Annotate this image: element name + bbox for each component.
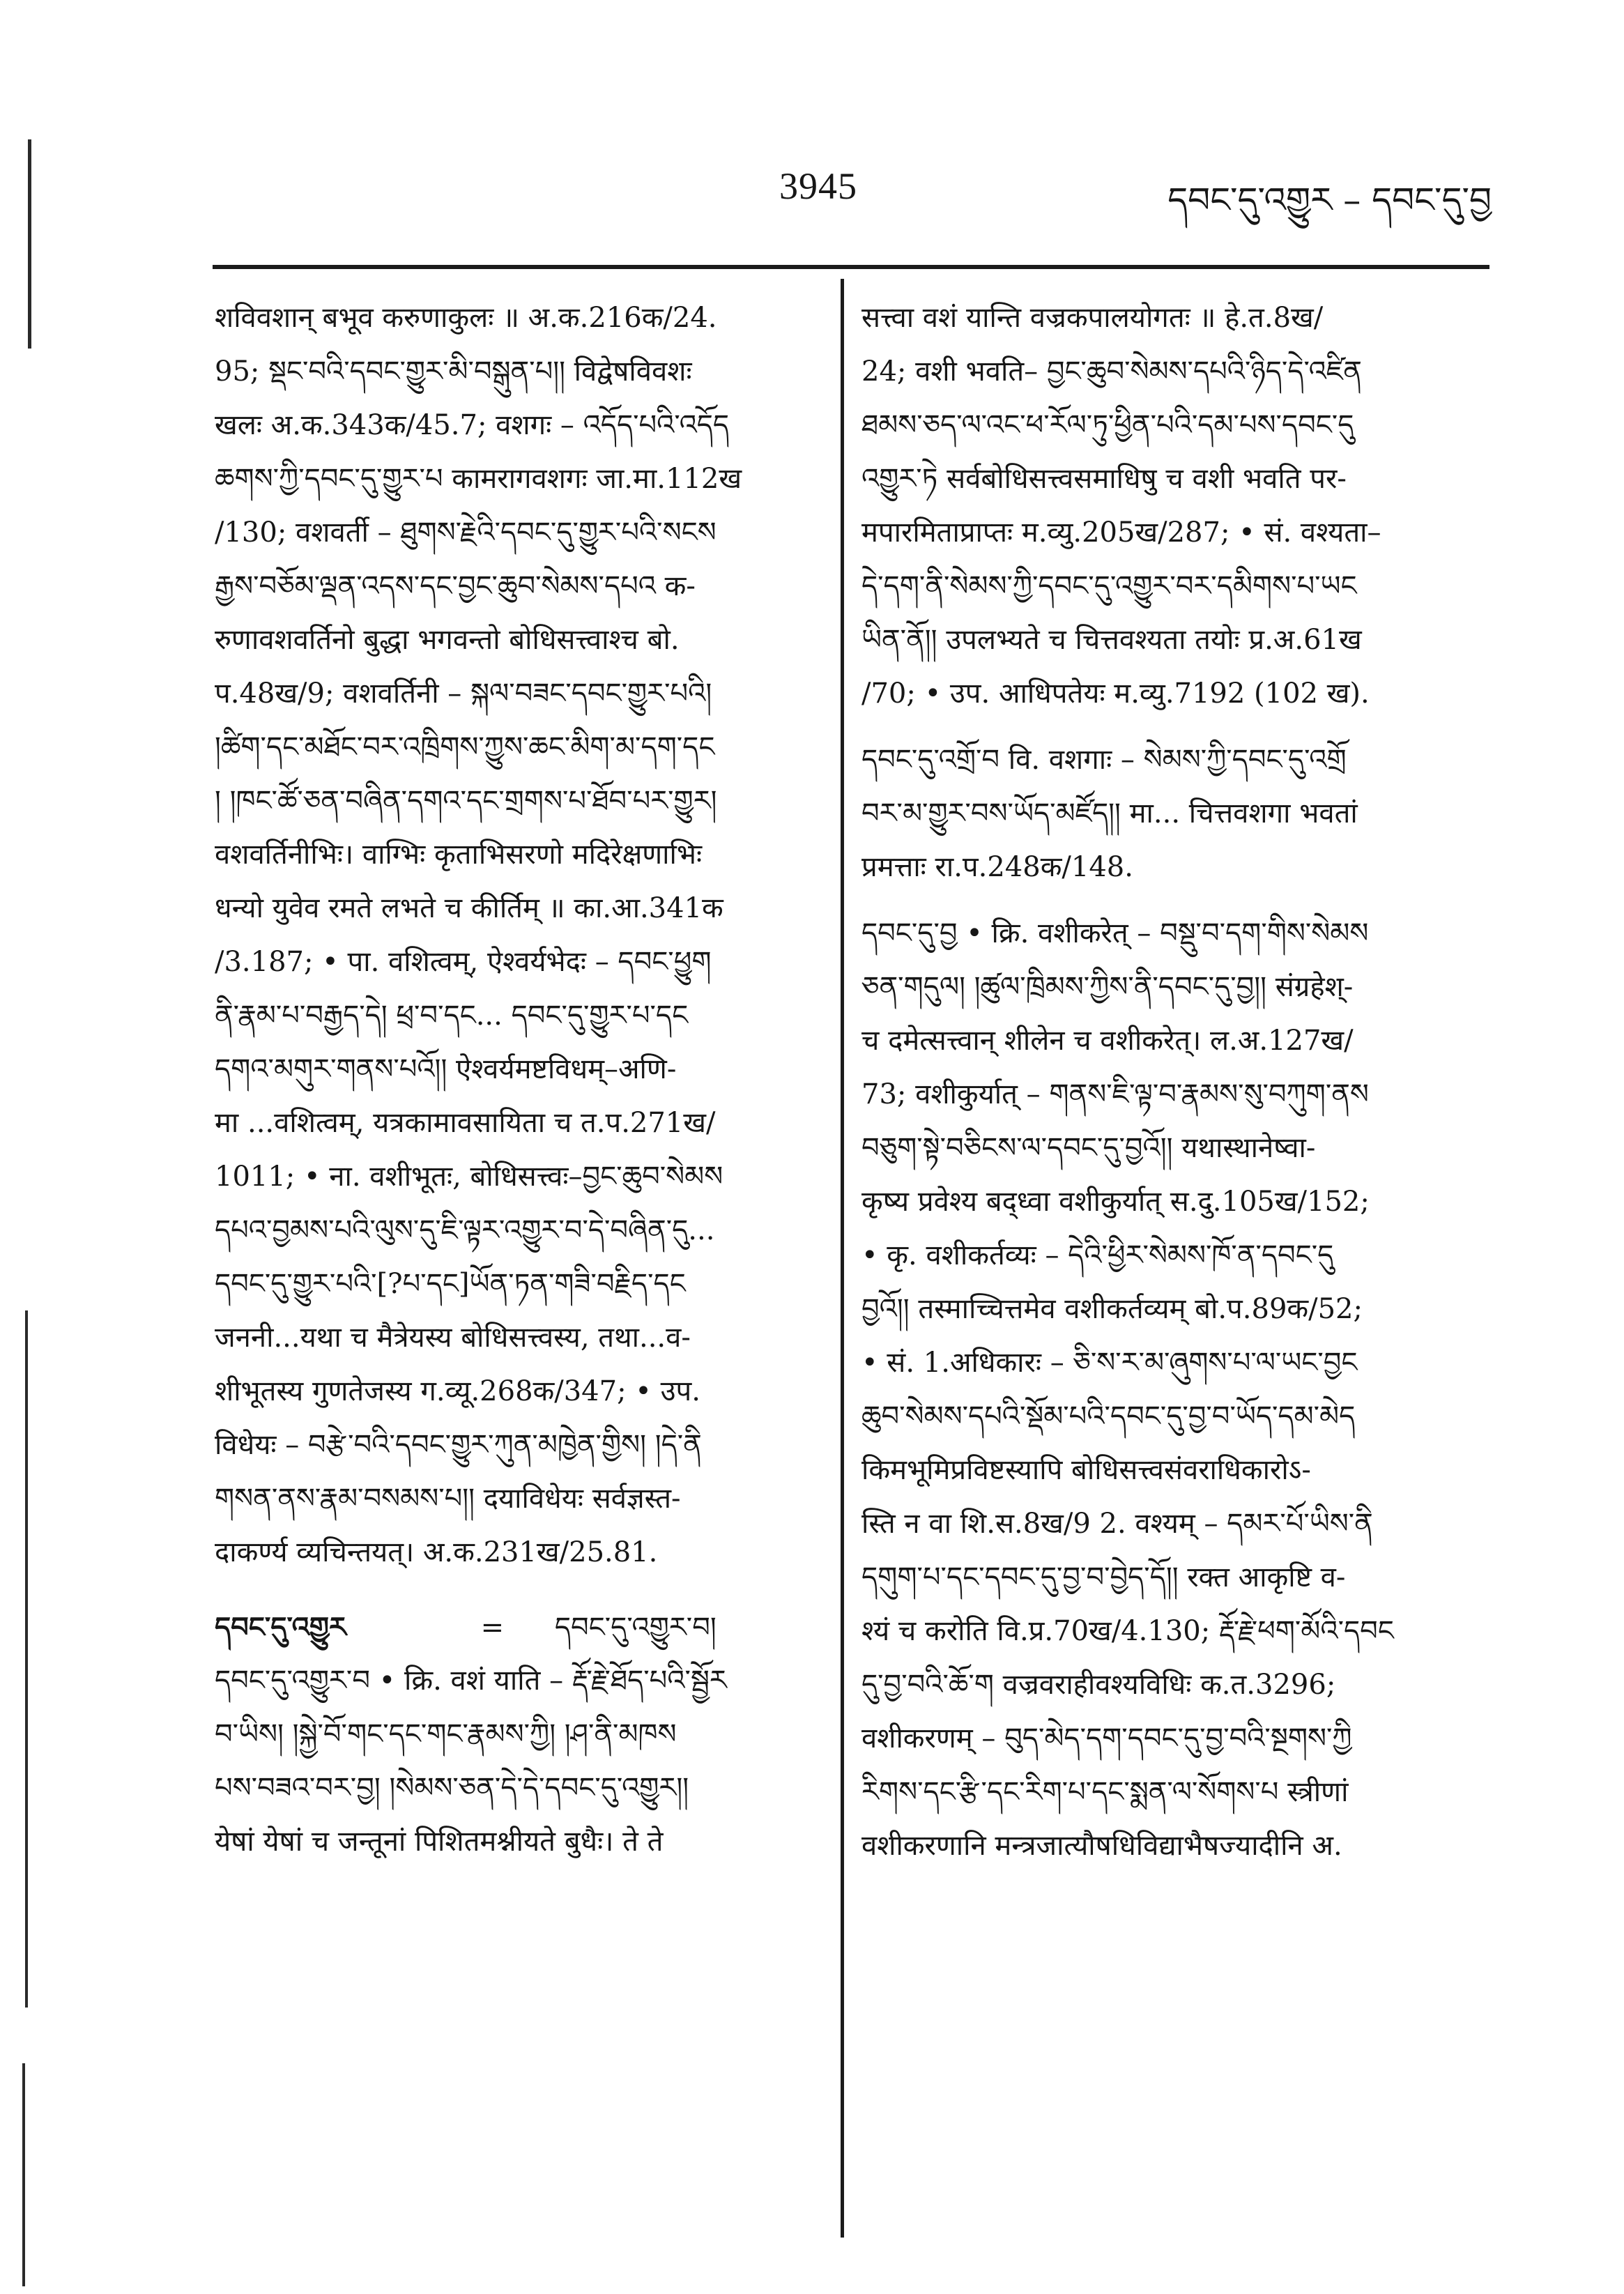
text-line: །ཚིག་དང་མཐོང་བར་འཁྲིགས་ཀྱུས་ཆང་མིག་མ་དག་དང [215, 731, 715, 763]
text-line: शीभूतस्य गुणतेजस्य ग.व्यू.268क/347; • उप. [215, 1375, 700, 1407]
scan-edge-mark [28, 139, 31, 349]
text-line: ། །ཁང་ཚོ་ཅན་བཞིན་དགའ་དང་གྲགས་པ་ཐོབ་པར་གྱུར། [215, 785, 717, 817]
text-line: དཔའ་བྱམས་པའི་ལུས་དུ་ཇི་ལྟར་འགྱུར་བ་དེ་བཞིན་དུ... [215, 1214, 715, 1246]
text-line: བར་མ་གྱུར་བས་ཡོད་མཛོད།། मा... चित्तवशगा भवतां [861, 797, 1358, 829]
text-line: कृष्य प्रवेश्य बद्ध्वा वशीकुर्यात् स.दु.105ख/152; [861, 1186, 1370, 1218]
scan-edge-mark [25, 1310, 28, 2008]
text-line: འགྱུར་ཏེ सर्वबोधिसत्त्वसमाधिषु च वशी भवति पर- [861, 463, 1347, 495]
text-line: /130; वशवर्ती – ཐུགས་རྗེའི་དབང་དུ་གྱུར་པའི་སངས [215, 517, 717, 549]
text-line: वशीकरणानि मन्त्रजात्यौषधिविद्याभैषज्यादीनि अ. [861, 1830, 1342, 1862]
left-column [215, 291, 821, 1869]
text-line: दाकर्ण्य व्यचिन्तयत्। अ.क.231ख/25.81. [215, 1536, 658, 1568]
text-line: शविवशान् बभूव करुणाकुलः ॥ अ.क.216क/24. [215, 302, 717, 334]
text-line: /3.187; • पा. वशित्वम्, ऐश्वर्यभेदः – དབང་ཕྱུག [215, 946, 712, 978]
text-line: खलः अ.क.343क/45.7; वशगः – འདོད་པའི་འདོད [215, 409, 730, 441]
page-number: 3945 [779, 165, 857, 207]
text-line: དབང་དུ་འགྱུར་བ • क्रि. वशं याति – རྡོ་རྗེ་ཐོད་པའི་སྦྱོར [215, 1665, 727, 1697]
text-line: དབང་དུ་གྱུར་པའི་[?པ་དང]ཡོན་ཏན་གཟི་བརྗིད་དང [215, 1268, 686, 1300]
running-head: དབང་དུ་འགྱུར – དབང་དུ་བྱ [1167, 180, 1492, 220]
entry-headline: དབང་དུ་འགྲོ་བ वि. वशगाः – སེམས་ཀྱི་དབང་དུ་འགྲོ [861, 744, 1347, 776]
text-line: श्यं च करोति वि.प्र.70ख/4.130; རྡོ་རྗེ་ཕག་མོའི་དབང [861, 1615, 1394, 1647]
text-line: जननी...यथा च मैत्रेयस्य बोधिसत्त्वस्य, तथा...व- [215, 1322, 691, 1354]
text-line: དུ་བྱ་བའི་ཆོ་ག वज्रवराहीवश्यविधिः क.त.3296; [861, 1669, 1336, 1701]
text-line: 24; वशी भवति– བྱང་ཆུབ་སེམས་དཔའི་ཉིད་དེ་འཛིན [861, 355, 1362, 388]
entry-gap [861, 721, 1489, 733]
text-line: /70; • उप. आधिपतेयः म.व्यु.7192 (102 ख). [861, 678, 1370, 710]
equals-sign: = [480, 1612, 505, 1644]
text-line: विधेयः – བརྩེ་བའི་དབང་གྱུར་ཀུན་མཁྱེན་གྱིས། །དེ་ནི [215, 1429, 702, 1461]
text-line: धन्यो युवेव रमते लभते च कीर्तिम् ॥ का.आ.341क [215, 892, 723, 924]
text-line: • सं. 1.अधिकारः – ཅི་ས་ར་མ་ཞུགས་པ་ལ་ཡང་བྱང [861, 1347, 1358, 1379]
text-line: स्ति न वा शि.स.8ख/9 2. वश्यम् – དམར་པོ་ཡིས་ནི [861, 1508, 1373, 1540]
text-line: གསན་ནས་རྣམ་བསམས་པ།། दयाविधेयः सर्वज्ञस्त- [215, 1483, 681, 1515]
text-line: པས་བཟའ་བར་བྱ། །སེམས་ཅན་དེ་དེ་དབང་དུ་འགྱུར།། [215, 1772, 689, 1804]
entry-gap [861, 894, 1489, 907]
text-line: དེ་དག་ནི་སེམས་ཀྱི་དབང་དུ་འགྱུར་བར་དམིགས་པ་ཡང [861, 570, 1357, 602]
text-line: ཆུབ་སེམས་དཔའི་སྡོམ་པའི་དབང་དུ་བྱ་བ་ཡོད་དམ་མེད [861, 1400, 1356, 1432]
text-line: 1011; • ना. वशीभूतः, बोधिसत्त्वः–བྱང་ཆུབ་སེམས [215, 1161, 723, 1193]
text-line: བྱའོ།། तस्माच्चित्तमेव वशीकर्तव्यम् बो.प.89क/52; [861, 1293, 1363, 1325]
text-line: सत्त्वा वशं यान्ति वज्रकपालयोगतः ॥ हे.त.8ख/ [861, 302, 1324, 334]
text-line: དགུག་པ་དང་དབང་དུ་བྱ་བ་བྱེད་དོ།། रक्त आकृष्टि व- [861, 1561, 1346, 1593]
text-line: ཅན་གདུལ། །ཚུལ་ཁྲིམས་ཀྱིས་ནི་དབང་དུ་བྱ།། संग्रहेश्- [861, 971, 1354, 1003]
text-line: किमभूमिप्रविष्टस्यापि बोधिसत्त्वसंवराधिकारोऽ- [861, 1454, 1311, 1486]
text-line: བ་ཡིས། །སྐྱེ་བོ་གང་དང་གང་རྣམས་ཀྱི། །ཤ་ནི་མཁས [215, 1718, 677, 1750]
entry-gap [215, 1580, 821, 1600]
cross-reference-line [215, 1600, 821, 1654]
right-column [861, 291, 1489, 1873]
text-line: དགའ་མགུར་གནས་པའོ།། ऐश्वर्यमष्टविधम्–अणि- [215, 1053, 677, 1085]
entry-headline: དབང་དུ་བྱ • क्रि. वशीकरेत् – བསྡུ་བ་དག་གིས་སེམས [861, 917, 1369, 949]
text-line: प्रमत्ताः रा.प.248क/148. [861, 851, 1133, 883]
text-line: च दमेत्सत्त्वान् शीलेन च वशीकरेत्। ल.अ.127ख/ [861, 1025, 1354, 1057]
text-line: प.48ख/9; वशवर्तिनी – སྐལ་བཟང་དབང་གྱུར་པའི། [215, 678, 712, 710]
text-line: मपारमिताप्राप्तः म.व्यु.205ख/287; • सं. वश्यता– [861, 517, 1381, 549]
text-line: བཅུག་སྟེ་བཅིངས་ལ་དབང་དུ་བྱའོ།། यथास्थानेष्वा- [861, 1132, 1316, 1164]
text-line: मा ...वशित्वम्, यत्रकामावसायिता च त.प.271ख/ [215, 1107, 716, 1139]
text-line: वशीकरणम् – བུད་མེད་དག་དབང་དུ་བྱ་བའི་སྔགས་ཀྱི [861, 1722, 1352, 1754]
text-line: रुणावशवर्तिनो बुद्धा भगवन्तो बोधिसत्त्वाश्च बो. [215, 624, 680, 656]
header-rule [213, 265, 1489, 269]
scan-edge-mark [22, 2063, 25, 2286]
headword: དབང་དུ་འགྱུར [215, 1611, 346, 1644]
column-divider [841, 279, 844, 2238]
text-line: वशवर्तिनीभिः। वाग्भिः कृताभिसरणो मदिरेक्षणाभिः [215, 839, 703, 871]
text-line: 73; वशीकुर्यात् – གནས་ཇི་ལྟ་བ་རྣམས་སུ་བཀུག་ནས [861, 1078, 1369, 1110]
text-line: ཐམས་ཅད་ལ་འང་ཕ་རོལ་ཏུ་ཕྱིན་པའི་དམ་པས་དབང་དུ [861, 409, 1354, 441]
text-line: येषां येषां च जन्तूनां पिशितमश्नीयते बुधैः। ते ते [215, 1826, 664, 1858]
text-line: ནི་རྣམ་པ་བརྒྱད་དེ། ཕྲ་བ་དང... དབང་དུ་གྱུར་པ་དང [215, 1000, 689, 1032]
text-line: རྒྱས་བཅོམ་ལྡན་འདས་དང་བྱང་ཆུབ་སེམས་དཔའ क- [215, 570, 696, 602]
text-line: ཆགས་ཀྱི་དབང་དུ་གྱུར་པ कामरागवशगः जा.मा.112ख [215, 463, 742, 495]
text-line: ཡིན་ནོ།། उपलभ्यते च चित्तवश्यता तयोः प्र.अ.61ख [861, 624, 1362, 656]
text-line: རིགས་དང་རྩི་དང་རིག་པ་དང་སྨན་ལ་སོགས་པ स्त्रीणां [861, 1776, 1349, 1808]
cross-reference-target: དབང་དུ་འགྱུར་བ། [554, 1612, 717, 1644]
text-line: • कृ. वशीकर्तव्यः – དེའི་ཕྱིར་སེམས་ཁོ་ན་དབང་དུ [861, 1239, 1334, 1271]
text-line: 95; སྡང་བའི་དབང་གྱུར་མི་བསྒུན་པ།། विद्वेषविवशः [215, 355, 692, 388]
